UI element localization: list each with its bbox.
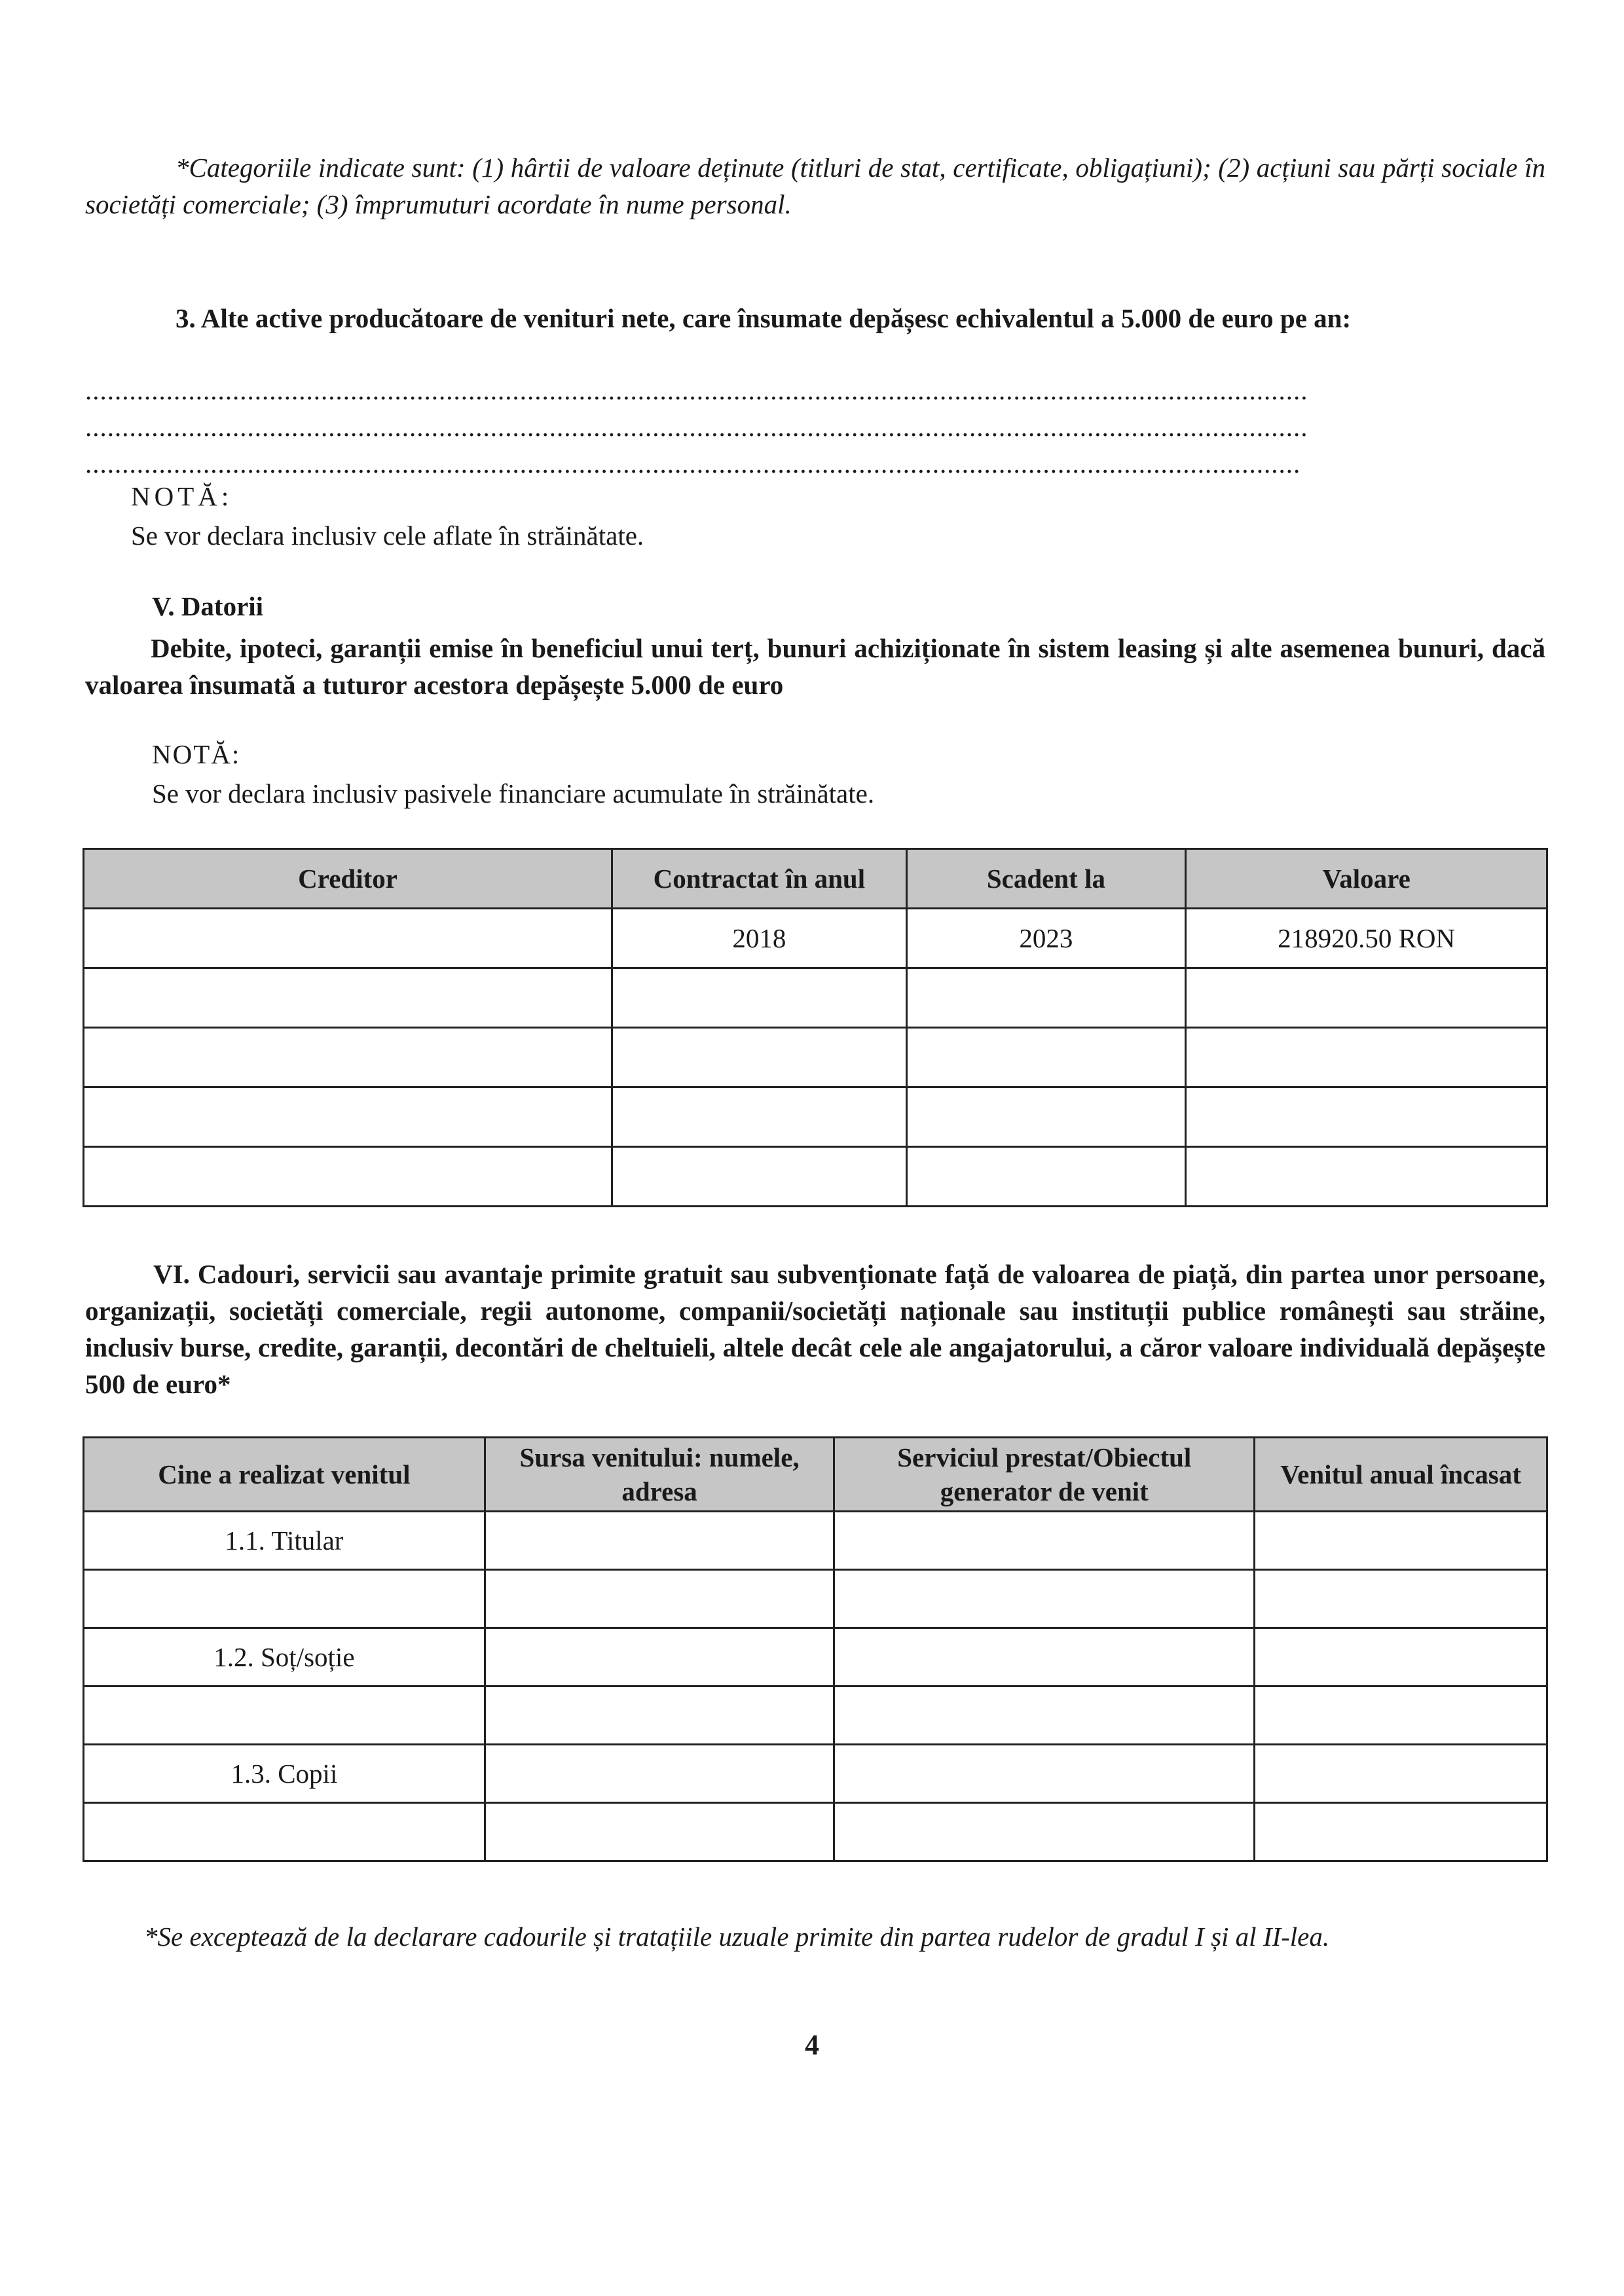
section-v-nota-label: NOTĂ: (152, 739, 241, 769)
other-assets-heading: 3. Alte active producătoare de venituri nete, care însumate depășesc echivalentul a 5.000 de euro pe an: (175, 303, 1352, 333)
table-cell (1186, 1087, 1547, 1147)
table-cell (84, 1803, 485, 1861)
table-row (84, 1628, 1547, 1686)
table-cell (1186, 968, 1547, 1028)
table-row (84, 1087, 1547, 1147)
table-cell (612, 1147, 906, 1207)
table-cell (485, 1745, 834, 1803)
table-cell: 1.3. Copii (84, 1745, 485, 1803)
table-cell (612, 1028, 906, 1087)
table-cell (1255, 1686, 1547, 1745)
dotted-line-3: ..................................................................................................................................................................... (85, 448, 1301, 479)
nota-text: Se vor declara inclusiv cele aflate în străinătate. (131, 520, 644, 551)
table-cell (834, 1628, 1255, 1686)
table-cell (485, 1803, 834, 1861)
table-cell (485, 1628, 834, 1686)
table-row (84, 1745, 1547, 1803)
gifts-table (83, 1436, 1548, 1862)
table-row (84, 1686, 1547, 1745)
col-annual-income: Venitul anual încasat (1255, 1438, 1547, 1512)
table-cell: 218920.50 RON (1186, 909, 1547, 968)
table-cell (1186, 1147, 1547, 1207)
section-v-description: Debite, ipoteci, garanții emise în beneficiul unui terț, bunuri achiziționate în sistem leasing și alte asemenea bunuri, dacă valoarea însumată a tuturor acestora depășește 5.000 de euro (85, 633, 1545, 700)
section-v-title: V. Datorii (152, 591, 264, 621)
section-vi-description: VI. Cadouri, servicii sau avantaje primite gratuit sau subvenționate față de valoarea de piață, din partea unor persoane, organizații, societăți comerciale, regii autonome, companii/societăți naționale sau instituții publice românești sau străine, inclusiv burse, credite, garanții, decontări de cheltuieli, altele decât cele ale angajatorului, a căror valoare individuală depășește 500 de euro* (85, 1259, 1545, 1399)
col-who-earned: Cine a realizat venitul (84, 1438, 485, 1512)
table-cell (1255, 1745, 1547, 1803)
table-cell (1186, 1028, 1547, 1087)
table-row (84, 1028, 1547, 1087)
table-row (84, 1147, 1547, 1207)
table-cell (906, 1028, 1186, 1087)
table-cell (1255, 1512, 1547, 1570)
table-cell (84, 968, 612, 1028)
table-cell (84, 1028, 612, 1087)
table-cell (1255, 1570, 1547, 1628)
table-cell (84, 1087, 612, 1147)
table-cell (612, 1087, 906, 1147)
table-cell: 2018 (612, 909, 906, 968)
debts-table (83, 848, 1548, 1207)
table-cell (834, 1570, 1255, 1628)
nota-label: NOTĂ: (131, 481, 233, 511)
categories-footnote: *Categoriile indicate sunt: (1) hârtii de valoare deținute (titluri de stat, certificate, obligațiuni); (2) acțiuni sau părți sociale în societăți comerciale; (3) împrumuturi acordate în nume personal. (85, 153, 1545, 219)
col-creditor: Creditor (84, 849, 612, 909)
table-cell (906, 1087, 1186, 1147)
table-row (84, 909, 1547, 968)
table-cell: 1.2. Soț/soție (84, 1628, 485, 1686)
table-cell (834, 1745, 1255, 1803)
table-cell: 2023 (906, 909, 1186, 968)
col-due-date: Scadent la (906, 849, 1186, 909)
gifts-table-header (84, 1438, 1547, 1512)
table-cell (485, 1570, 834, 1628)
table-cell (906, 1147, 1186, 1207)
col-service-provided: Serviciul prestat/Obiectul generator de venit (834, 1438, 1255, 1512)
section-v-nota-text: Se vor declara inclusiv pasivele financiare acumulate în străinătate. (152, 778, 875, 809)
col-income-source: Sursa venitului: numele, adresa (485, 1438, 834, 1512)
table-cell (834, 1686, 1255, 1745)
table-cell (84, 1570, 485, 1628)
table-cell (834, 1512, 1255, 1570)
page-number: 4 (805, 2029, 819, 2061)
gifts-footnote: *Se exceptează de la declarare cadourile și tratațiile uzuale primite din partea rudelor de gradul I și al II-lea. (144, 1922, 1330, 1952)
table-row (84, 968, 1547, 1028)
table-cell (906, 968, 1186, 1028)
table-cell (485, 1512, 834, 1570)
col-contract-year: Contractat în anul (612, 849, 906, 909)
table-cell (1255, 1628, 1547, 1686)
table-row (84, 1570, 1547, 1628)
debts-table-header (84, 849, 1547, 909)
table-row (84, 1803, 1547, 1861)
table-cell (834, 1803, 1255, 1861)
table-cell (612, 968, 906, 1028)
table-row (84, 1512, 1547, 1570)
table-cell: 1.1. Titular (84, 1512, 485, 1570)
dotted-line-1: ...................................................................................................................................................................... (85, 375, 1308, 405)
table-cell (84, 909, 612, 968)
table-cell (1255, 1803, 1547, 1861)
dotted-line-2: ...................................................................................................................................................................... (85, 412, 1308, 442)
table-cell (84, 1686, 485, 1745)
table-cell (84, 1147, 612, 1207)
table-cell (485, 1686, 834, 1745)
col-value: Valoare (1186, 849, 1547, 909)
